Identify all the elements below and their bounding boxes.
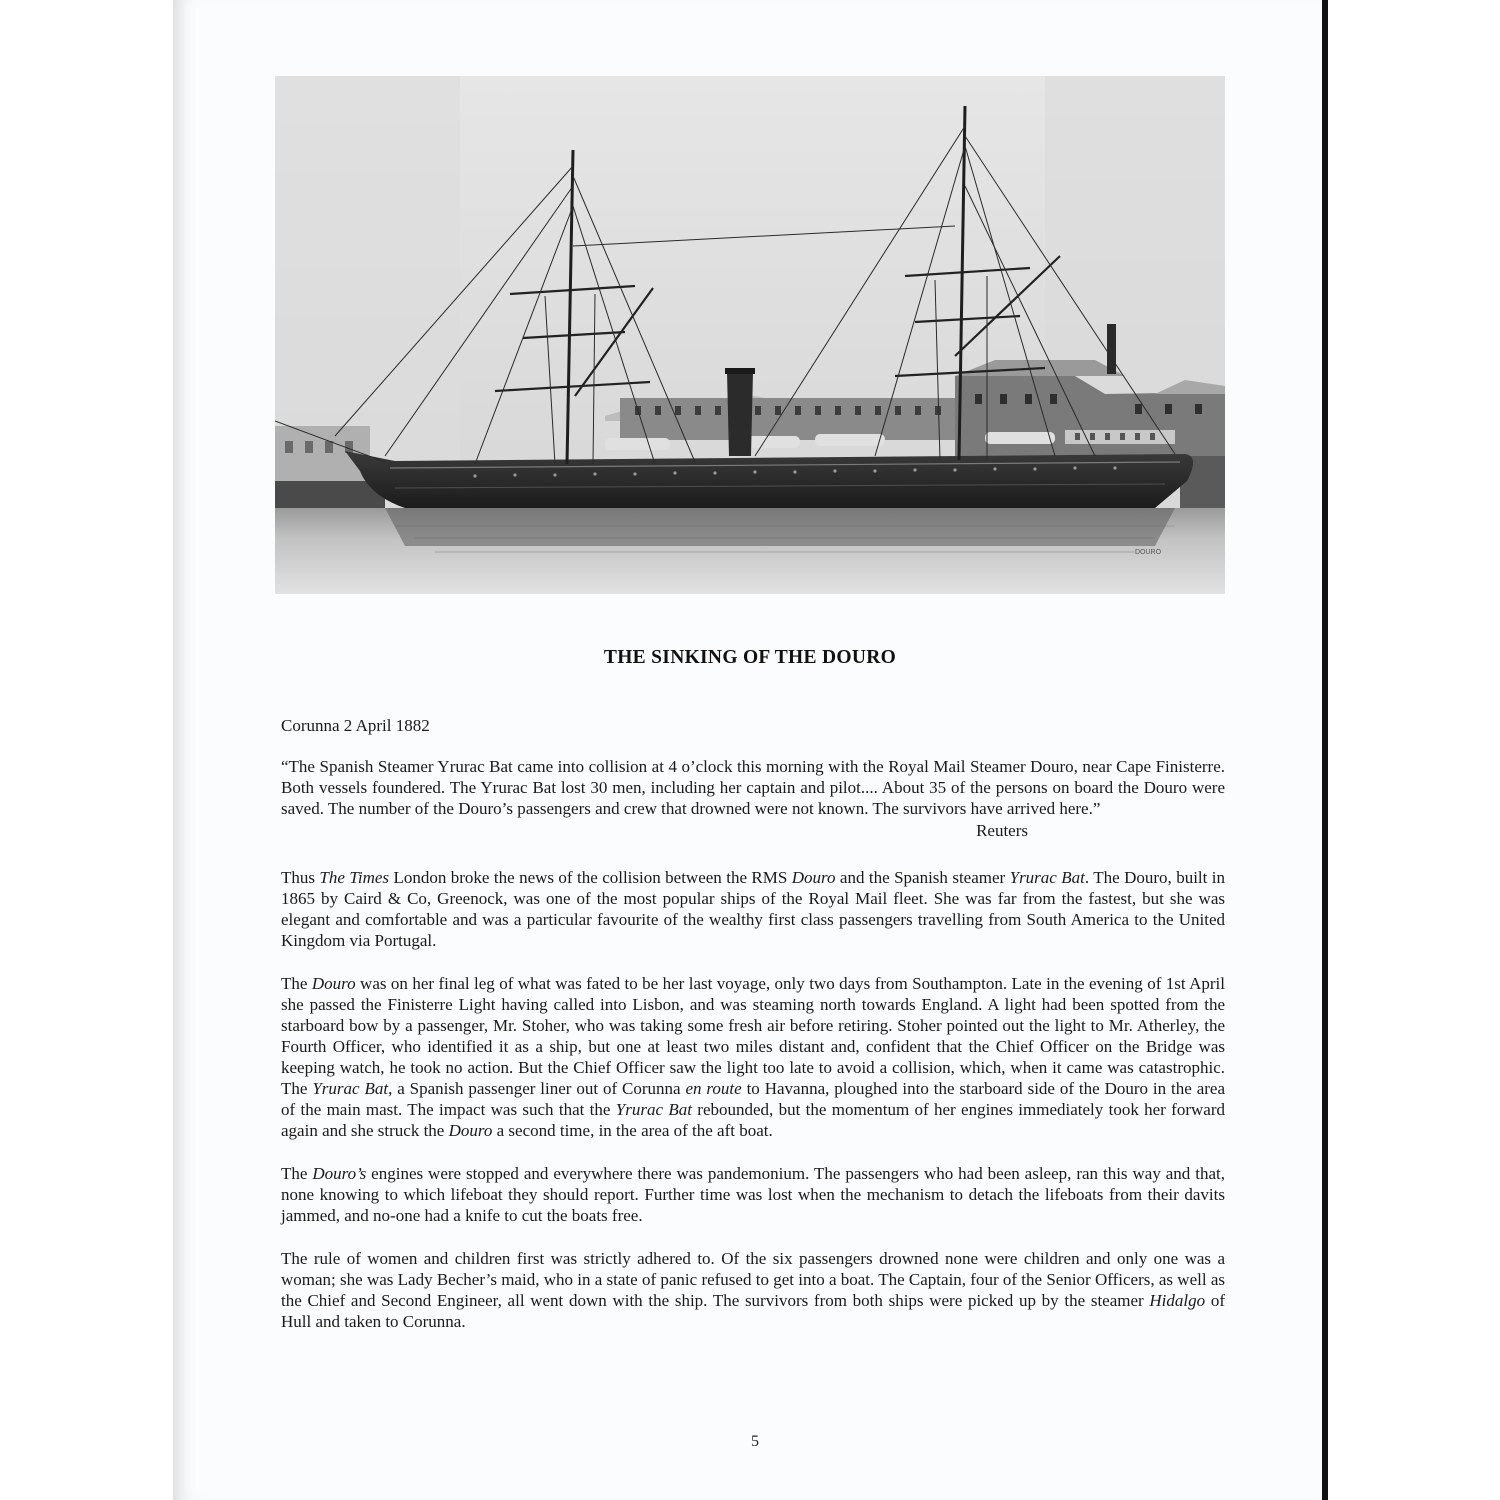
p4-italic-hidalgo: Hidalgo xyxy=(1149,1291,1206,1310)
ship-photograph xyxy=(275,76,1225,594)
article-body xyxy=(281,715,1225,1354)
dateline: Corunna 2 April 1882 xyxy=(281,716,430,735)
photo-stamp: DOURO xyxy=(1135,549,1162,556)
page-number: 5 xyxy=(751,1433,759,1450)
p1-text-e: and the Spanish steamer xyxy=(835,868,1010,887)
p4-text-c: of Hull and taken to Corunna. xyxy=(281,1291,1225,1331)
paragraph-1 xyxy=(281,867,1225,951)
paragraph-2 xyxy=(281,973,1225,1141)
article-title: THE SINKING OF THE DOURO xyxy=(603,647,897,668)
p3-text-a: The xyxy=(281,1164,313,1183)
page-edge xyxy=(1322,0,1328,1500)
p2-text-e: , a Spanish passenger liner out of Corunna xyxy=(388,1079,686,1098)
p1-text-g: . The Douro, built in 1865 by Caird & Co, Greenock, was one of the most popular ships of the Royal Mail fleet. She was far from the fastest, but she was elegant and comfortable and was a particular favourite of the wealthy first class passengers travelling from South America to the United Kingdom via Portugal. xyxy=(281,868,1226,950)
quote-attribution: Reuters xyxy=(976,821,1028,840)
news-quote: “The Spanish Steamer Yrurac Bat came into collision at 4 o’clock this morning with the Royal Mail Steamer Douro, near Cape Finisterre. Both vessels foundered. The Yrurac Bat lost 30 men, including her captain and pilot.... About 35 of the persons on board the Douro were saved. The number of the Douro’s passengers and crew that drowned were not known. The survivors have arrived here.” xyxy=(281,757,1225,818)
p3-italic-douros: Douro’s xyxy=(312,1164,367,1183)
p1-italic-douro: Douro xyxy=(791,868,836,887)
p1-text-c: London broke the news of the collision between the RMS xyxy=(389,868,792,887)
p3-text-c: engines were stopped and everywhere there was pandemonium. The passengers who had been asleep, ran this way and that, none knowing to which lifeboat they should report. Further time was lost when the mechanism to detach the lifeboats from their davits jammed, and no-one had a knife to cut the boats free. xyxy=(281,1164,1225,1225)
p2-text-i: rebounded, but the momentum of her engines immediately took her forward again and she struck the xyxy=(281,1100,1225,1140)
p2-text-g: to Havanna, ploughed into the starboard side of the Douro in the area of the main mast. The impact was such that the xyxy=(281,1079,1225,1119)
p2-text-k: a second time, in the area of the aft boat. xyxy=(492,1121,773,1140)
p2-italic-yrurac-bat-2: Yrurac Bat xyxy=(615,1100,692,1119)
p4-text-a: The rule of women and children first was strictly adhered to. Of the six passengers drowned none were children and only one was a woman; she was Lady Becher’s maid, who in a state of panic refused to get into a boat. The Captain, four of the Senior Officers, as well as the Chief and Second Engineer, all went down with the ship. The survivors from both ships were picked up by the steamer xyxy=(281,1249,1225,1310)
p2-italic-douro: Douro xyxy=(311,974,356,993)
paragraph-4 xyxy=(281,1248,1225,1332)
p2-text-a: The xyxy=(281,974,312,993)
paragraph-3 xyxy=(281,1163,1225,1226)
p2-italic-yrurac-bat: Yrurac Bat xyxy=(312,1079,389,1098)
p2-italic-douro-2: Douro xyxy=(448,1121,493,1140)
p1-text-a: Thus xyxy=(281,868,320,887)
p2-text-c: was on her final leg of what was fated to be her last voyage, only two days from Southampton. Late in the evening of 1st April she passed the Finisterre Light having called into Lisbon, and was steaming north towards England. A light had been spotted from the starboard bow by a passenger, Mr. Stoher, who was taking some fresh air before retiring. Stoher pointed out the light to Mr. Atherley, the Fourth Officer, who identified it as a ship, but one at least two miles distant and, confident that the Chief Officer on the Bridge was keeping watch, he took no action. But the Chief Officer saw the light too late to avoid a collision, which, when it came was catastrophic. The xyxy=(281,974,1225,1098)
p1-italic-the-times: The Times xyxy=(319,868,390,887)
p2-italic-en-route: en route xyxy=(685,1079,742,1098)
p1-italic-yrurac-bat: Yrurac Bat xyxy=(1009,868,1085,887)
